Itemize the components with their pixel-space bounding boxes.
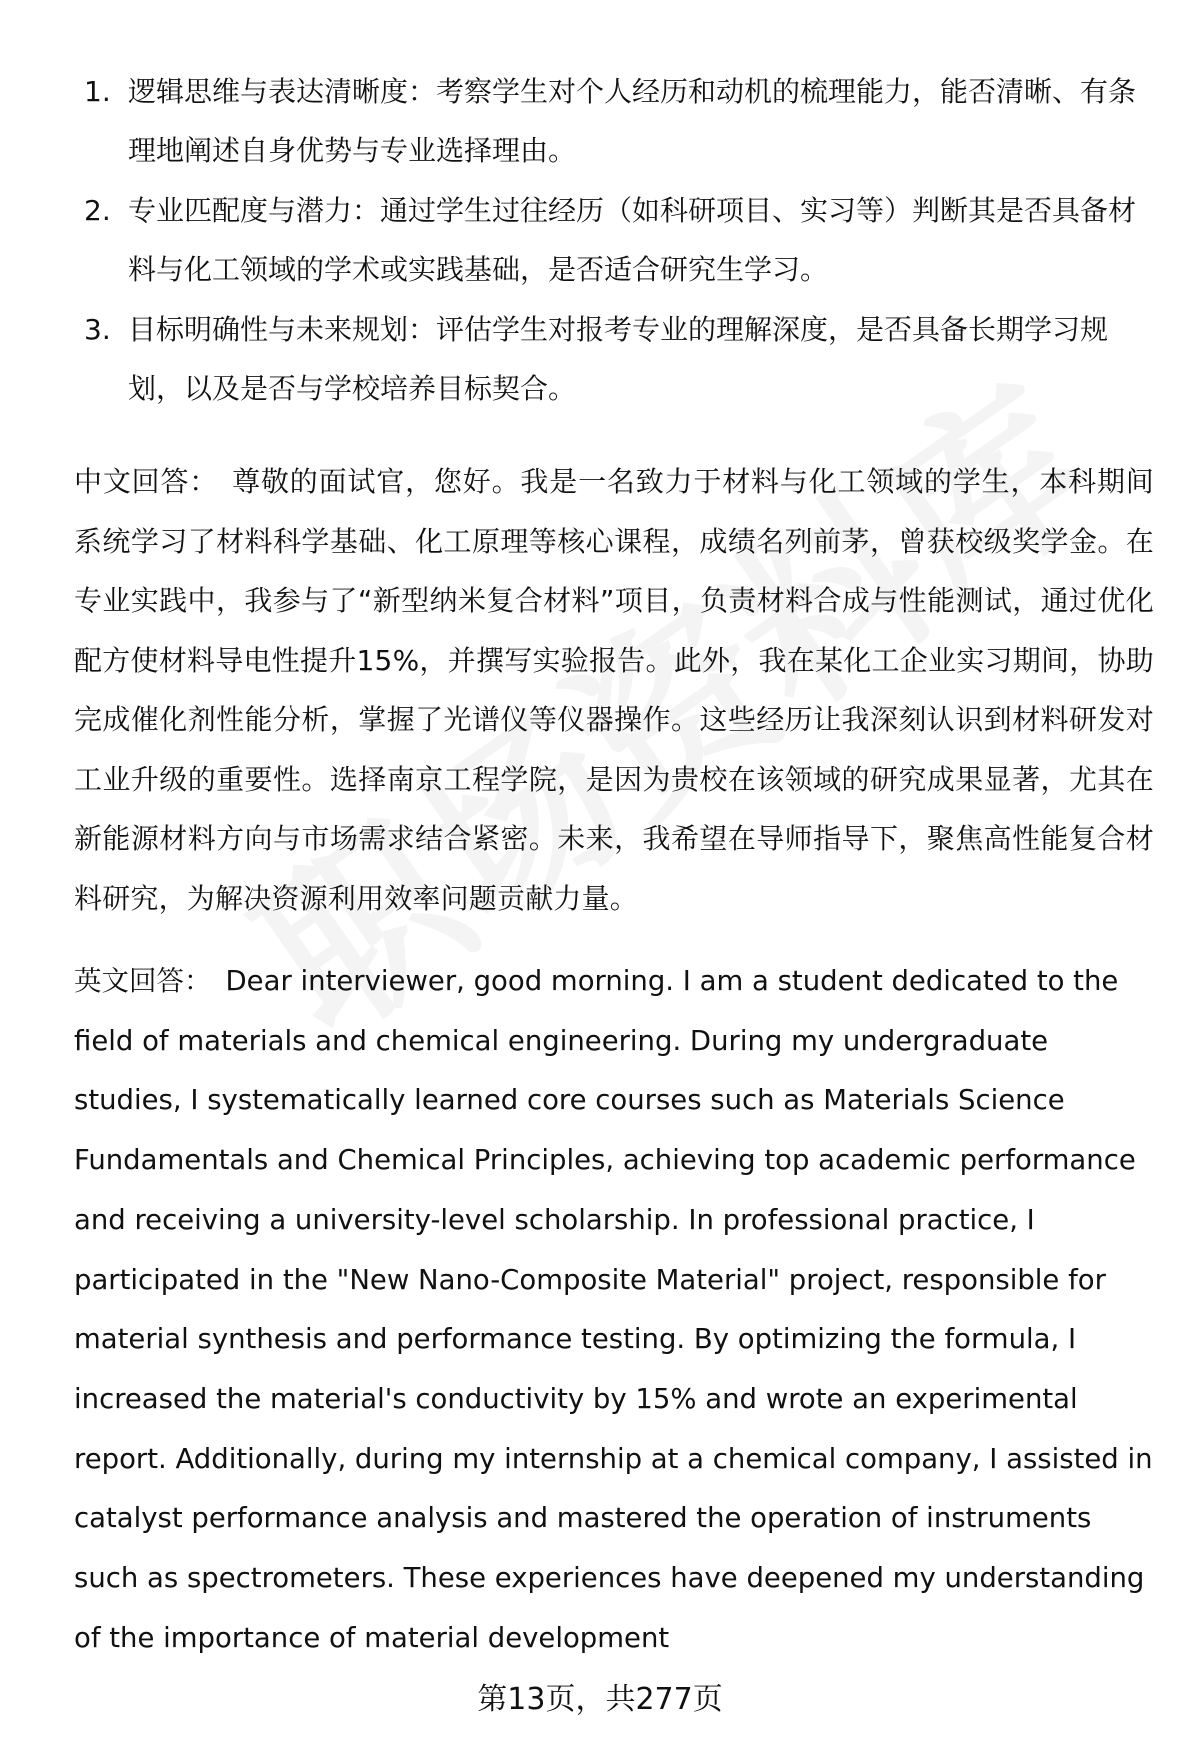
evaluation-criteria-list xyxy=(84,62,1154,419)
english-answer-paragraph xyxy=(74,952,1154,1668)
page-number-footer: 第13页，共277页 xyxy=(477,1682,723,1717)
chinese-answer-paragraph xyxy=(74,452,1154,928)
list-item-number: 3. xyxy=(84,313,111,346)
list-item-text: 目标明确性与未来规划：评估学生对报考专业的理解深度，是否具备长期学习规划，以及是否与学校培养目标契合。 xyxy=(128,313,1109,405)
list-item xyxy=(84,62,1154,180)
chinese-answer-label: 中文回答： xyxy=(74,465,219,498)
list-item-number: 2. xyxy=(84,194,111,227)
english-answer-text: Dear interviewer, good morning. I am a student dedicated to the field of materials and chemical engineering. During my undergraduate studies, I systematically learned core courses such as Materials Science Fundamentals and Chemical Principles, achieving top academic performance and receiving a university-level scholarship. In professional practice, I participated in the "New Nano-Composite Material" project, responsible for material synthesis and performance testing. By optimizing the formula, I increased the material's conductivity by 15% and wrote an experimental report. Additionally, during my internship at a chemical company, I assisted in catalyst performance analysis and mastered the operation of instruments such as spectrometers. These experiences have deepened my understanding of the importance of material development xyxy=(74,965,1153,1654)
list-item-text: 专业匹配度与潜力：通过学生过往经历（如科研项目、实习等）判断其是否具备材料与化工领域的学术或实践基础，是否适合研究生学习。 xyxy=(128,194,1137,286)
list-item-text: 逻辑思维与表达清晰度：考察学生对个人经历和动机的梳理能力，能否清晰、有条理地阐述自身优势与专业选择理由。 xyxy=(128,75,1137,167)
list-item xyxy=(84,300,1154,418)
chinese-answer-text: 尊敬的面试官，您好。我是一名致力于材料与化工领域的学生，本科期间系统学习了材料科学基础、化工原理等核心课程，成绩名列前茅，曾获校级奖学金。在专业实践中，我参与了“新型纳米复合材料”项目，负责材料合成与性能测试，通过优化配方使材料导电性提升15%，并撰写实验报告。此外，我在某化工企业实习期间，协助完成催化剂性能分析，掌握了光谱仪等仪器操作。这些经历让我深刻认识到材料研发对工业升级的重要性。选择南京工程学院，是因为贵校在该领域的研究成果显著，尤其在新能源材料方向与市场需求结合紧密。未来，我希望在导师指导下，聚焦高性能复合材料研究，为解决资源利用效率问题贡献力量。 xyxy=(74,465,1154,915)
english-answer-label: 英文回答： xyxy=(74,965,212,997)
list-item-number: 1. xyxy=(84,75,111,108)
list-item xyxy=(84,181,1154,299)
